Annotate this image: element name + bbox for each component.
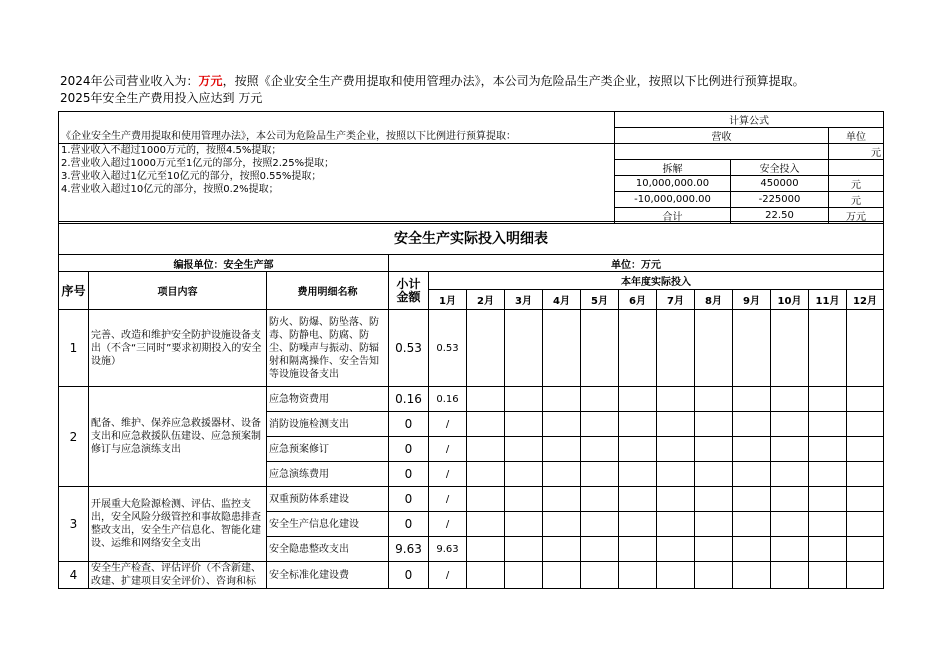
header-project: 项目内容 bbox=[89, 272, 267, 310]
row-month-5[interactable] bbox=[581, 437, 619, 462]
header-month: 1月 bbox=[429, 290, 467, 310]
intro-rule-text: ，按照《企业安全生产费用提取和使用管理办法》，本公司为危险品生产类企业，按照以下比例进行预算提取。 bbox=[222, 74, 805, 88]
row-seq: 4 bbox=[59, 562, 89, 589]
row-month-11[interactable] bbox=[809, 387, 847, 412]
row-month-12[interactable] bbox=[847, 387, 884, 412]
row-month-4[interactable] bbox=[543, 462, 581, 487]
row-month-2[interactable] bbox=[467, 537, 505, 562]
row-month-9[interactable] bbox=[733, 487, 771, 512]
row-project: 完善、改造和维护安全防护设施设备支出（不含“三同时”要求初期投入的安全设施） bbox=[89, 310, 267, 387]
row-project: 开展重大危险源检测、评估、监控支出，安全风险分级管控和事故隐患排查整改支出，安全生产信息化、智能化建设、运维和网络安全支出 bbox=[89, 487, 267, 562]
row-month-3[interactable] bbox=[505, 537, 543, 562]
row-month-9[interactable] bbox=[733, 310, 771, 387]
row-month-12[interactable] bbox=[847, 437, 884, 462]
row-month-4[interactable] bbox=[543, 412, 581, 437]
row-subtotal[interactable]: 0 bbox=[389, 412, 429, 437]
header-month: 3月 bbox=[505, 290, 543, 310]
row-month-6[interactable] bbox=[619, 487, 657, 512]
header-month: 6月 bbox=[619, 290, 657, 310]
row-month-12[interactable] bbox=[847, 310, 884, 387]
header-seq: 序号 bbox=[59, 272, 89, 310]
row-month-12[interactable] bbox=[847, 462, 884, 487]
rule-item: 1.营业收入不超过1000万元的，按照4.5%提取； bbox=[61, 145, 282, 156]
row-month-3[interactable] bbox=[505, 412, 543, 437]
row-month-9[interactable] bbox=[733, 387, 771, 412]
row-month-10[interactable] bbox=[771, 387, 809, 412]
row-month-2[interactable] bbox=[467, 412, 505, 437]
header-month: 10月 bbox=[771, 290, 809, 310]
row-month-7[interactable] bbox=[657, 487, 695, 512]
formula-revenue-value[interactable] bbox=[615, 144, 829, 160]
header-month: 4月 bbox=[543, 290, 581, 310]
row-subtotal[interactable]: 0.53 bbox=[389, 310, 429, 387]
row-month-6[interactable] bbox=[619, 437, 657, 462]
row-month-12[interactable] bbox=[847, 512, 884, 537]
row-month-5[interactable] bbox=[581, 462, 619, 487]
row-month-5[interactable] bbox=[581, 537, 619, 562]
row-subtotal[interactable]: 0 bbox=[389, 562, 429, 589]
row-month-10[interactable] bbox=[771, 537, 809, 562]
formula-total-value[interactable]: 22.50 bbox=[731, 208, 829, 224]
rule-item: 4.营业收入超过10亿元的部分，按照0.2%提取； bbox=[61, 184, 279, 195]
row-month-3[interactable] bbox=[505, 487, 543, 512]
rules-intro: 《企业安全生产费用提取和使用管理办法》，本公司为危险品生产类企业，按照以下比例进行预算提取： bbox=[61, 131, 516, 142]
row-month-10[interactable] bbox=[771, 412, 809, 437]
row-month-4[interactable] bbox=[543, 537, 581, 562]
row-month-6[interactable] bbox=[619, 512, 657, 537]
row-seq: 1 bbox=[59, 310, 89, 387]
row-month-4[interactable] bbox=[543, 487, 581, 512]
row-month-3[interactable] bbox=[505, 437, 543, 462]
row-month-9[interactable] bbox=[733, 437, 771, 462]
row-month-9[interactable] bbox=[733, 537, 771, 562]
row-month-8[interactable] bbox=[695, 462, 733, 487]
row-month-12[interactable] bbox=[847, 487, 884, 512]
row-month-1[interactable]: / bbox=[429, 412, 467, 437]
row-month-9[interactable] bbox=[733, 412, 771, 437]
formula-revenue-label: 营收 bbox=[615, 128, 829, 144]
row-month-4[interactable] bbox=[543, 387, 581, 412]
row-fee-name: 安全生产信息化建设 bbox=[267, 512, 389, 537]
row-month-1[interactable]: / bbox=[429, 487, 467, 512]
table-row bbox=[59, 562, 884, 589]
row-month-8[interactable] bbox=[695, 537, 733, 562]
row-project: 安全生产检查、评估评价（不含新建、改建、扩建项目安全评价）、咨询和标 bbox=[89, 562, 267, 589]
detail-table bbox=[58, 221, 884, 589]
intro-revenue-unit: 万元 bbox=[198, 74, 223, 88]
row-month-2[interactable] bbox=[467, 562, 505, 589]
row-subtotal[interactable]: 0.16 bbox=[389, 387, 429, 412]
intro-line-1 bbox=[60, 72, 805, 89]
formula-unit-yuan: 元 bbox=[829, 144, 884, 160]
header-subtotal: 小计金额 bbox=[389, 272, 429, 310]
row-month-6[interactable] bbox=[619, 387, 657, 412]
row-month-11[interactable] bbox=[809, 437, 847, 462]
row-month-5[interactable] bbox=[581, 387, 619, 412]
row-month-10[interactable] bbox=[771, 462, 809, 487]
row-month-7[interactable] bbox=[657, 462, 695, 487]
row-month-3[interactable] bbox=[505, 512, 543, 537]
formula-split-value[interactable]: 10,000,000.00 bbox=[615, 176, 731, 192]
formula-split-value[interactable]: -10,000,000.00 bbox=[615, 192, 731, 208]
row-subtotal[interactable]: 0 bbox=[389, 462, 429, 487]
intro-revenue-label: 2024年公司营业收入为： bbox=[60, 74, 199, 88]
header-actual: 本年度实际投入 bbox=[429, 272, 884, 290]
formula-unit-label: 单位 bbox=[829, 128, 884, 144]
row-month-12[interactable] bbox=[847, 537, 884, 562]
row-month-2[interactable] bbox=[467, 487, 505, 512]
row-month-7[interactable] bbox=[657, 310, 695, 387]
row-month-10[interactable] bbox=[771, 437, 809, 462]
row-fee-name: 应急物资费用 bbox=[267, 387, 389, 412]
row-month-1[interactable]: / bbox=[429, 562, 467, 589]
row-seq: 3 bbox=[59, 487, 89, 562]
row-month-8[interactable] bbox=[695, 562, 733, 589]
row-month-9[interactable] bbox=[733, 562, 771, 589]
row-month-10[interactable] bbox=[771, 487, 809, 512]
formula-total-unit: 万元 bbox=[829, 208, 884, 224]
row-month-11[interactable] bbox=[809, 462, 847, 487]
row-month-3[interactable] bbox=[505, 462, 543, 487]
table-row bbox=[59, 487, 884, 512]
row-month-8[interactable] bbox=[695, 310, 733, 387]
row-month-12[interactable] bbox=[847, 412, 884, 437]
row-month-2[interactable] bbox=[467, 462, 505, 487]
row-subtotal[interactable]: 0 bbox=[389, 512, 429, 537]
row-month-5[interactable] bbox=[581, 562, 619, 589]
row-month-2[interactable] bbox=[467, 387, 505, 412]
row-fee-name: 防火、防爆、防坠落、防毒、防静电、防腐、防尘、防噪声与振动、防辐射和隔离操作、安全告知等设施设备支出 bbox=[267, 310, 389, 387]
row-month-11[interactable] bbox=[809, 310, 847, 387]
row-subtotal[interactable]: 0 bbox=[389, 437, 429, 462]
row-month-4[interactable] bbox=[543, 512, 581, 537]
rule-item: 3.营业收入超过1亿元至10亿元的部分，按照0.55%提取； bbox=[61, 171, 322, 182]
rule-item: 2.营业收入超过1000万元至1亿元的部分，按照2.25%提取； bbox=[61, 158, 335, 169]
row-month-7[interactable] bbox=[657, 512, 695, 537]
row-subtotal[interactable]: 0 bbox=[389, 487, 429, 512]
header-month: 8月 bbox=[695, 290, 733, 310]
row-month-5[interactable] bbox=[581, 412, 619, 437]
table-row bbox=[59, 387, 884, 412]
row-subtotal[interactable]: 9.63 bbox=[389, 537, 429, 562]
formula-row-unit: 元 bbox=[829, 192, 884, 208]
row-month-8[interactable] bbox=[695, 437, 733, 462]
row-month-11[interactable] bbox=[809, 487, 847, 512]
row-month-3[interactable] bbox=[505, 562, 543, 589]
row-month-10[interactable] bbox=[771, 512, 809, 537]
row-month-7[interactable] bbox=[657, 562, 695, 589]
row-month-8[interactable] bbox=[695, 512, 733, 537]
row-seq: 2 bbox=[59, 387, 89, 487]
detail-org: 编报单位：安全生产部 bbox=[59, 255, 389, 272]
row-month-1[interactable]: / bbox=[429, 462, 467, 487]
row-month-7[interactable] bbox=[657, 412, 695, 437]
row-month-6[interactable] bbox=[619, 310, 657, 387]
row-month-10[interactable] bbox=[771, 310, 809, 387]
row-month-6[interactable] bbox=[619, 412, 657, 437]
row-fee-name: 安全隐患整改支出 bbox=[267, 537, 389, 562]
row-month-2[interactable] bbox=[467, 310, 505, 387]
row-fee-name: 应急演练费用 bbox=[267, 462, 389, 487]
formula-table bbox=[58, 111, 884, 224]
row-month-5[interactable] bbox=[581, 512, 619, 537]
row-month-1[interactable]: 9.63 bbox=[429, 537, 467, 562]
row-fee-name: 安全标准化建设费 bbox=[267, 562, 389, 589]
row-month-11[interactable] bbox=[809, 562, 847, 589]
row-month-4[interactable] bbox=[543, 437, 581, 462]
row-month-4[interactable] bbox=[543, 310, 581, 387]
intro-line-2: 2025年安全生产费用投入应达到 万元 bbox=[60, 91, 263, 105]
row-month-6[interactable] bbox=[619, 537, 657, 562]
row-month-4[interactable] bbox=[543, 562, 581, 589]
formula-invest-label: 安全投入 bbox=[731, 160, 829, 176]
formula-row-unit: 元 bbox=[829, 176, 884, 192]
row-month-3[interactable] bbox=[505, 310, 543, 387]
header-fee-name: 费用明细名称 bbox=[267, 272, 389, 310]
header-month: 11月 bbox=[809, 290, 847, 310]
row-month-11[interactable] bbox=[809, 412, 847, 437]
row-fee-name: 消防设施检测支出 bbox=[267, 412, 389, 437]
header-month: 9月 bbox=[733, 290, 771, 310]
detail-title: 安全生产实际投入明细表 bbox=[59, 222, 884, 255]
row-month-2[interactable] bbox=[467, 437, 505, 462]
header-month: 5月 bbox=[581, 290, 619, 310]
row-month-7[interactable] bbox=[657, 537, 695, 562]
header-month: 12月 bbox=[847, 290, 884, 310]
row-month-10[interactable] bbox=[771, 562, 809, 589]
formula-invest-value[interactable]: 450000 bbox=[731, 176, 829, 192]
row-month-11[interactable] bbox=[809, 537, 847, 562]
formula-split-label: 拆解 bbox=[615, 160, 731, 176]
row-month-1[interactable]: / bbox=[429, 512, 467, 537]
row-month-3[interactable] bbox=[505, 387, 543, 412]
row-month-11[interactable] bbox=[809, 512, 847, 537]
row-month-7[interactable] bbox=[657, 387, 695, 412]
header-month: 7月 bbox=[657, 290, 695, 310]
detail-unit: 单位：万元 bbox=[389, 255, 884, 272]
row-month-5[interactable] bbox=[581, 310, 619, 387]
formula-total-label: 合计 bbox=[615, 208, 731, 224]
row-month-9[interactable] bbox=[733, 462, 771, 487]
row-month-9[interactable] bbox=[733, 512, 771, 537]
header-month: 2月 bbox=[467, 290, 505, 310]
row-month-8[interactable] bbox=[695, 387, 733, 412]
row-month-8[interactable] bbox=[695, 412, 733, 437]
formula-title: 计算公式 bbox=[615, 112, 884, 128]
row-month-5[interactable] bbox=[581, 487, 619, 512]
row-fee-name: 双重预防体系建设 bbox=[267, 487, 389, 512]
rules-text bbox=[59, 131, 615, 224]
row-month-1[interactable]: / bbox=[429, 437, 467, 462]
row-month-2[interactable] bbox=[467, 512, 505, 537]
row-month-1[interactable]: 0.53 bbox=[429, 310, 467, 387]
row-fee-name: 应急预案修订 bbox=[267, 437, 389, 462]
row-month-7[interactable] bbox=[657, 437, 695, 462]
row-month-12[interactable] bbox=[847, 562, 884, 589]
formula-invest-value[interactable]: -225000 bbox=[731, 192, 829, 208]
row-month-1[interactable]: 0.16 bbox=[429, 387, 467, 412]
table-row bbox=[59, 310, 884, 387]
detail-body bbox=[59, 310, 884, 589]
row-month-6[interactable] bbox=[619, 562, 657, 589]
row-month-6[interactable] bbox=[619, 462, 657, 487]
row-month-8[interactable] bbox=[695, 487, 733, 512]
row-project: 配备、维护、保养应急救援器材、设备支出和应急救援队伍建设、应急预案制修订与应急演练支出 bbox=[89, 387, 267, 487]
